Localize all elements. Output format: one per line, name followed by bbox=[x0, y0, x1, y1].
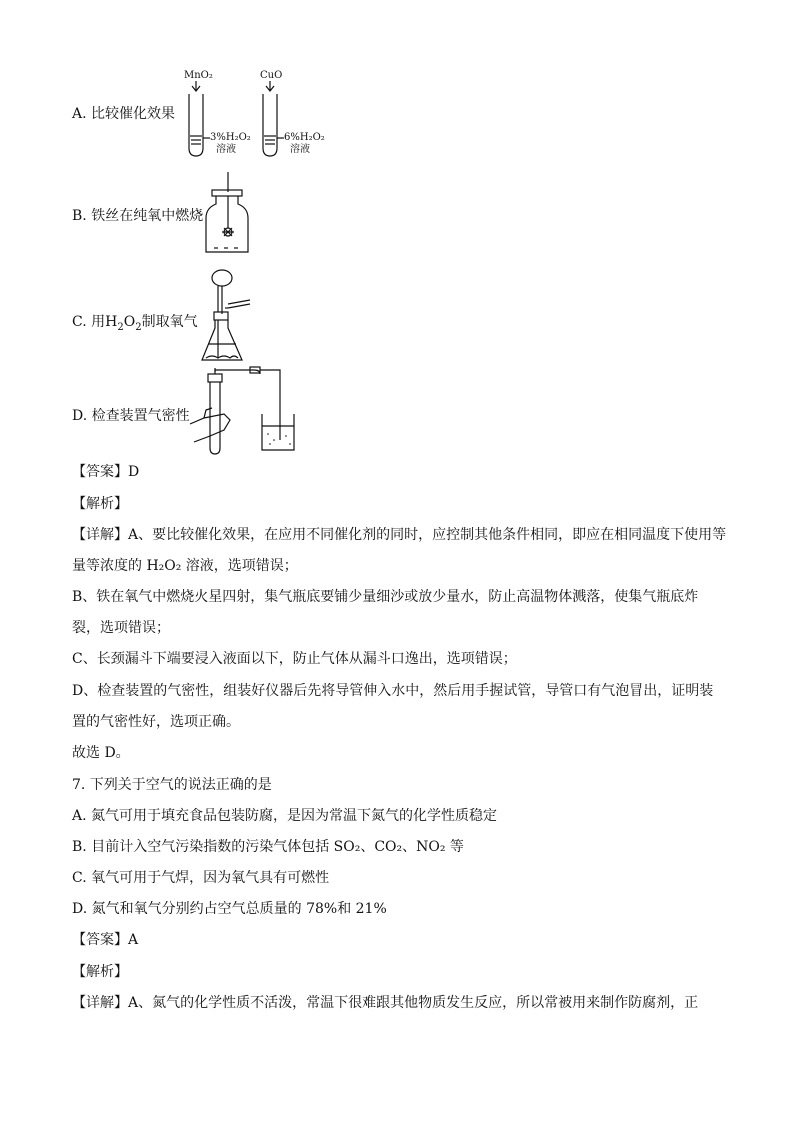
option-a-label: A. 比较催化效果 bbox=[72, 106, 176, 122]
option-b-label: B. 铁丝在纯氧中燃烧 bbox=[72, 208, 204, 224]
q6-detail-line: 故选 D。 bbox=[72, 745, 130, 761]
q7-detail-line: 【详解】A、氮气的化学性质不活泼，常温下很难跟其他物质发生反应，所以常被用来制作防腐剂，正 bbox=[72, 995, 699, 1011]
figure-a-test-tubes bbox=[180, 66, 340, 162]
q7-option: A. 氮气可用于填充食品包装防腐，是因为常温下氮气的化学性质稳定 bbox=[72, 808, 498, 824]
figure-a-left-catalyst: MnO₂ bbox=[184, 70, 213, 81]
q7-option: C. 氧气可用于气焊，因为氧气具有可燃性 bbox=[72, 870, 330, 886]
q7-stem: 7. 下列关于空气的说法正确的是 bbox=[72, 777, 272, 793]
q6-detail-line: D、检查装置的气密性，组装好仪器后先将导管伸入水中，然后用手握试管，导管口有气泡冒出，证明装 bbox=[72, 683, 714, 699]
option-c-label: C. 用$H_2O_2$制取氧气 bbox=[72, 314, 198, 333]
q6-detail-line: C、长颈漏斗下端要浸入液面以下，防止气体从漏斗口逸出，选项错误； bbox=[72, 651, 517, 667]
q6-detail-line: 裂，选项错误； bbox=[72, 620, 170, 636]
option-d-label: D. 检查装置气密性 bbox=[72, 408, 190, 424]
figure-a-right-solution-word: 溶液 bbox=[290, 144, 310, 155]
q6-answer: 【答案】D bbox=[72, 464, 140, 480]
q7-analysis-title: 【解析】 bbox=[72, 964, 128, 980]
q6-detail-line: B、铁在氧气中燃烧火星四射，集气瓶底要铺少量细沙或放少量水，防止高温物体溅落，使集气瓶底炸 bbox=[72, 589, 699, 605]
figure-d-airtightness bbox=[190, 370, 300, 456]
q7-option: D. 氮气和氧气分别约占空气总质量的 78%和 21% bbox=[72, 901, 387, 917]
figure-a-right-solution: 6%H₂O₂ bbox=[284, 132, 325, 143]
figure-c-flask-funnel bbox=[198, 268, 268, 372]
figure-a-right-catalyst: CuO bbox=[260, 70, 283, 81]
q6-analysis-title: 【解析】 bbox=[72, 496, 128, 512]
figure-a-left-solution: 3%H₂O₂ bbox=[210, 132, 251, 143]
q6-detail-line: 【详解】A、要比较催化效果，在应用不同催化剂的同时，应控制其他条件相同，即应在相同温度下使用等 bbox=[72, 527, 727, 543]
figure-b-gas-bottle bbox=[200, 170, 260, 260]
figure-a-left-solution-word: 溶液 bbox=[216, 144, 236, 155]
q7-option: B. 目前计入空气污染指数的污染气体包括 SO₂、CO₂、NO₂ 等 bbox=[72, 839, 464, 855]
q6-detail-line: 量等浓度的 H₂O₂ 溶液，选项错误； bbox=[72, 558, 298, 574]
q7-answer: 【答案】A bbox=[72, 932, 139, 948]
q6-detail-line: 置的气密性好，选项正确。 bbox=[72, 714, 240, 730]
